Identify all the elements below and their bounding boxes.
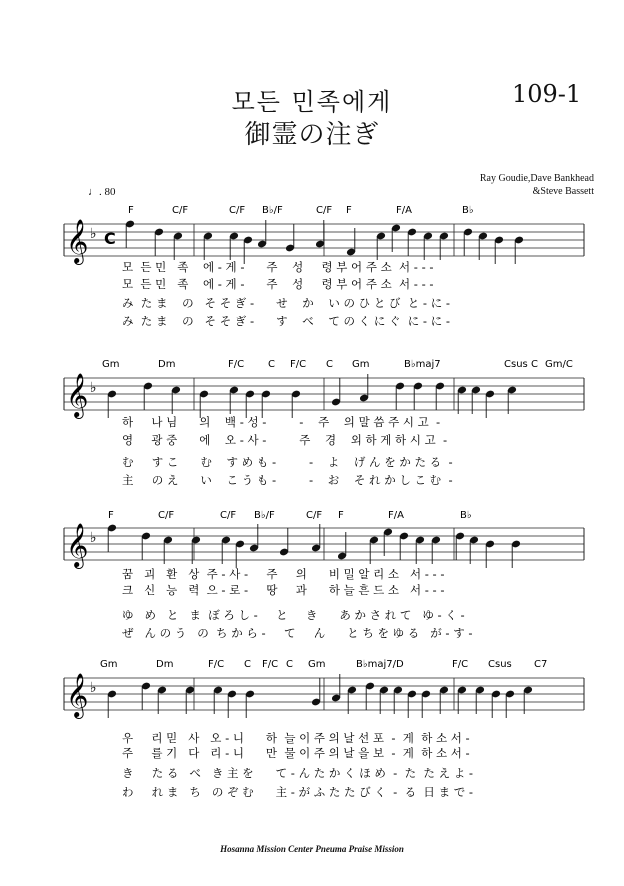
chord-symbol: F/C — [290, 359, 307, 370]
chord-symbol: C — [244, 659, 251, 670]
lyric-japanese: む す こ む す め も - - よ げ ん を か た る - — [122, 455, 453, 469]
chord-symbol: F — [346, 205, 352, 216]
key-signature-flat: ♭ — [90, 226, 97, 242]
chord-symbol: C — [326, 359, 333, 370]
chord-symbol: Gm — [100, 659, 118, 670]
chord-symbol: B♭/F — [254, 510, 275, 521]
chord-symbol: B♭maj7 — [404, 359, 441, 370]
chord-symbol: B♭maj7/D — [356, 659, 404, 670]
chord-symbol: F — [128, 205, 134, 216]
lyric-japanese: み た ま の そ そ ぎ - せ か い の ひ と び と - に - — [122, 296, 451, 310]
chord-symbol: C/F — [172, 205, 189, 216]
lyric-japanese: ぜ ん の う の ち か ら - て ん と ち を ゆ る が - す - — [122, 626, 473, 640]
lyric-korean: 모 든 민 족 에 - 게 - 주 성 령 부 어 주 소 서 - - - — [122, 277, 434, 291]
chord-symbol: Gm — [308, 659, 326, 670]
lyric-japanese: ゆ め と ま ぼ ろ し - と き あ か さ れ て ゆ - く - — [122, 608, 465, 622]
chord-symbol: Csus — [488, 659, 512, 670]
lyric-japanese: 主 の え い こ う も - - お そ れ か し こ む - — [122, 473, 453, 487]
treble-clef: 𝄞 — [66, 219, 89, 263]
chord-symbol: C/F — [229, 205, 246, 216]
chord-symbol: F/C — [262, 659, 279, 670]
chord-symbol: Csus — [504, 359, 528, 370]
lyric-korean: 크 신 능 력 으 - 로 - 땅 과 하 늘 흔 드 소 서 - - - — [122, 583, 445, 597]
chord-symbol: Gm — [352, 359, 370, 370]
chord-symbol: C/F — [316, 205, 333, 216]
composer-line-1: Ray Goudie,Dave Bankhead — [479, 173, 594, 184]
chord-symbol: C7 — [534, 659, 548, 670]
chord-symbol: B♭ — [462, 205, 474, 216]
chord-symbol: B♭/F — [262, 205, 283, 216]
footer-credit: Hosanna Mission Center Pneuma Praise Mission — [220, 844, 404, 854]
chord-symbol: Gm/C — [545, 359, 573, 370]
chord-symbol: C — [531, 359, 538, 370]
key-signature-flat: ♭ — [90, 530, 97, 546]
chord-symbol: C/F — [158, 510, 175, 521]
chord-symbol: F/C — [452, 659, 469, 670]
chord-symbol: F — [108, 510, 114, 521]
chord-symbol: C — [268, 359, 275, 370]
chord-symbol: F/C — [208, 659, 225, 670]
chord-symbol: F/A — [396, 205, 412, 216]
lyric-korean: 영 광 중 에 오 - 사 - 주 경 외 하 게 하 시 고 - — [122, 433, 448, 447]
lyric-japanese: き た る べ き 主 を て - ん た か く ほ め - た た え よ - — [122, 766, 474, 780]
lyric-korean: 주 를 기 다 리 - 니 만 물 이 주 의 날 을 보 - 게 하 소 서 - — [122, 746, 470, 760]
lyric-japanese: み た ま の そ そ ぎ - す べ て の く に ぐ に - に - — [122, 314, 451, 328]
chord-symbol: C/F — [306, 510, 323, 521]
chord-symbol: F/A — [388, 510, 404, 521]
composer-line-2: &Steve Bassett — [532, 186, 594, 197]
time-signature: C — [104, 229, 116, 248]
treble-clef: 𝄞 — [66, 373, 89, 417]
chord-symbol: C/F — [220, 510, 237, 521]
key-signature-flat: ♭ — [90, 380, 97, 396]
chord-symbol: Dm — [158, 359, 176, 370]
chord-symbol: Gm — [102, 359, 120, 370]
title-korean: 모든 민족에게 — [231, 88, 393, 116]
lyric-korean: 모 든 민 족 에 - 게 - 주 성 령 부 어 주 소 서 - - - — [122, 260, 434, 274]
chord-symbol: F — [338, 510, 344, 521]
lyric-korean: 우 리 믿 사 오 - 니 하 늘 이 주 의 날 선 포 - 게 하 소 서 - — [122, 731, 470, 745]
title-japanese: 御霊の注ぎ — [244, 120, 380, 150]
tempo-marking: ♩. 80 — [88, 186, 116, 198]
lyric-korean: 하 나 님 의 백 - 성 - - 주 의 말 씀 주 시 고 - — [122, 415, 441, 429]
chord-symbol: C — [286, 659, 293, 670]
key-signature-flat: ♭ — [90, 680, 97, 696]
treble-clef: 𝄞 — [66, 523, 89, 567]
song-number: 109-1 — [512, 80, 582, 108]
lyric-korean: 꿈 괴 환 상 주 - 사 - 주 의 비 밀 알 리 소 서 - - - — [122, 567, 445, 581]
lyric-japanese: わ れ ま ち の ぞ む 主 - が ふ た た び く - る 日 ま で - — [122, 785, 474, 799]
chord-symbol: Dm — [156, 659, 174, 670]
chord-symbol: F/C — [228, 359, 245, 370]
treble-clef: 𝄞 — [66, 673, 89, 717]
chord-symbol: B♭ — [460, 510, 472, 521]
